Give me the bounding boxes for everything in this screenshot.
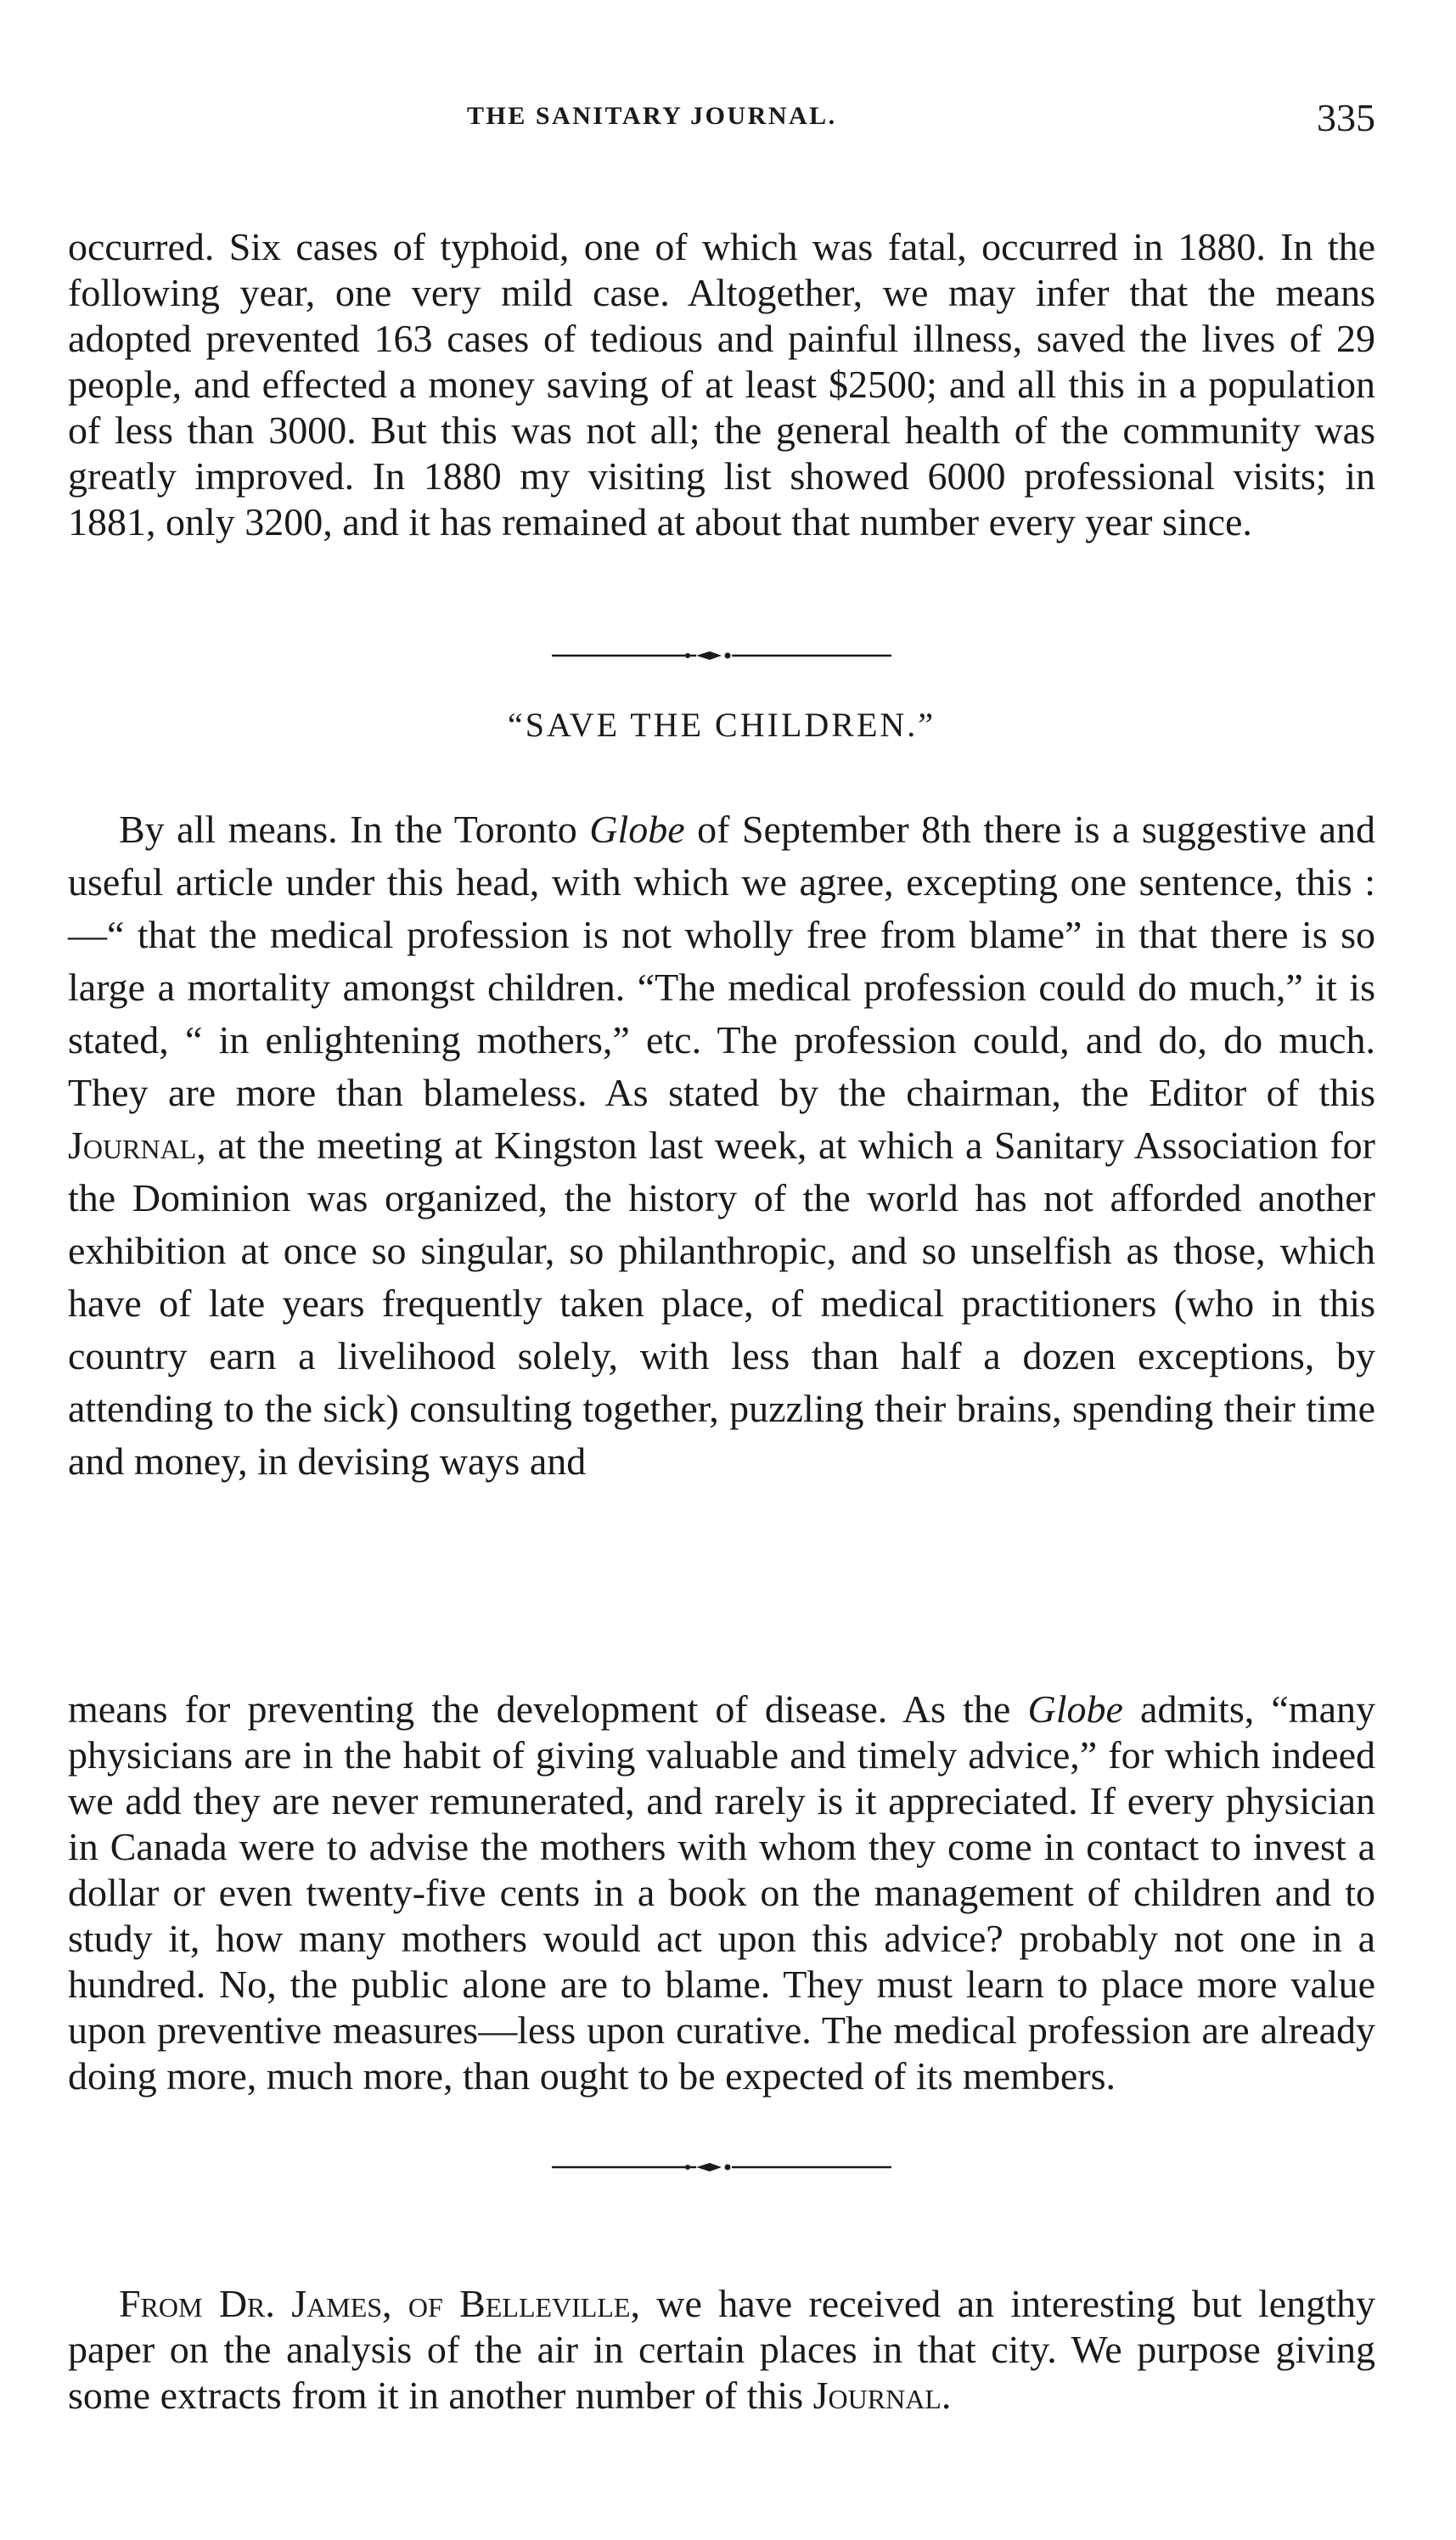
globe-title: Globe: [1027, 1687, 1123, 1731]
journal-title: Journal: [812, 2374, 942, 2417]
section-divider: [552, 650, 891, 661]
page-number: 335: [1317, 96, 1375, 139]
running-title: THE SANITARY JOURNAL.: [467, 102, 837, 130]
section-divider: [552, 2162, 891, 2172]
save-children-paragraph-2: means for preventing the development of disease. As the Globe admits, “many physicians are in the habit of giving valuable and timely advice,” for which indeed we add they are never remunerated, and rarely is it appreciated. If every physician in Canada were to advise the mothers with whom they come in contact to invest a dollar or even twenty-five cents in a book on the management of children and to study it, how many mothers would act upon this advice? probably not one in a hundred. No, the public alone are to blame. They must learn to place more value upon preventive measures—less upon curative. The medical profession are already doing more, much more, than ought to be expected of its members.: [68, 1687, 1375, 2098]
save-children-paragraph-1: By all means. In the Toronto Globe of September 8th there is a suggestive and useful article under this head, with which we agree, excepting one sentence, this :—“ that the medical profession is not wholly free from blame” in that there is so large a mortality amongst children. “The medical profession could do much,” it is stated, “ in enlightening mothers,” etc. The profession could, and do, do much. They are more than blameless. As stated by the chairman, the Editor of this Journal, at the meeting at Kingston last week, at which a Sanitary Association for the Dominion was organized, the history of the world has not afforded another exhibition at once so singular, so philanthropic, and so unselfish as those, which have of late years frequently taken place, of medical practitioners (who in this country earn a livelihood solely, with less than half a dozen exceptions, by attending to the sick) consulting together, puzzling their brains, spending their time and money, in devising ways and: [68, 808, 1375, 1483]
belleville-lead: From Dr. James, of Belleville,: [119, 2282, 640, 2325]
globe-title: Globe: [589, 808, 685, 851]
belleville-paragraph: From Dr. James, of Belleville, we have received an interesting but lengthy paper on the analysis of the air in certain places in that city. We purpose giving some extracts from it in another number of this Journal.: [68, 2282, 1375, 2417]
typhoid-paragraph: occurred. Six cases of typhoid, one of which was fatal, occurred in 1880. In the following year, one very mild case. Altogether, we may infer that the means adopted prevented 163 cases of tedious and painful illness, saved the lives of 29 people, and effected a money saving of at least $2500; and all this in a population of less than 3000. But this was not all; the general health of the community was greatly improved. In 1880 my visiting list showed 6000 professional visits; in 1881, only 3200, and it has remained at about that number every year since.: [68, 225, 1375, 543]
article-heading: “SAVE THE CHILDREN.”: [507, 706, 936, 744]
running-header: [68, 95, 1375, 146]
journal-title: Journal: [68, 1124, 197, 1167]
